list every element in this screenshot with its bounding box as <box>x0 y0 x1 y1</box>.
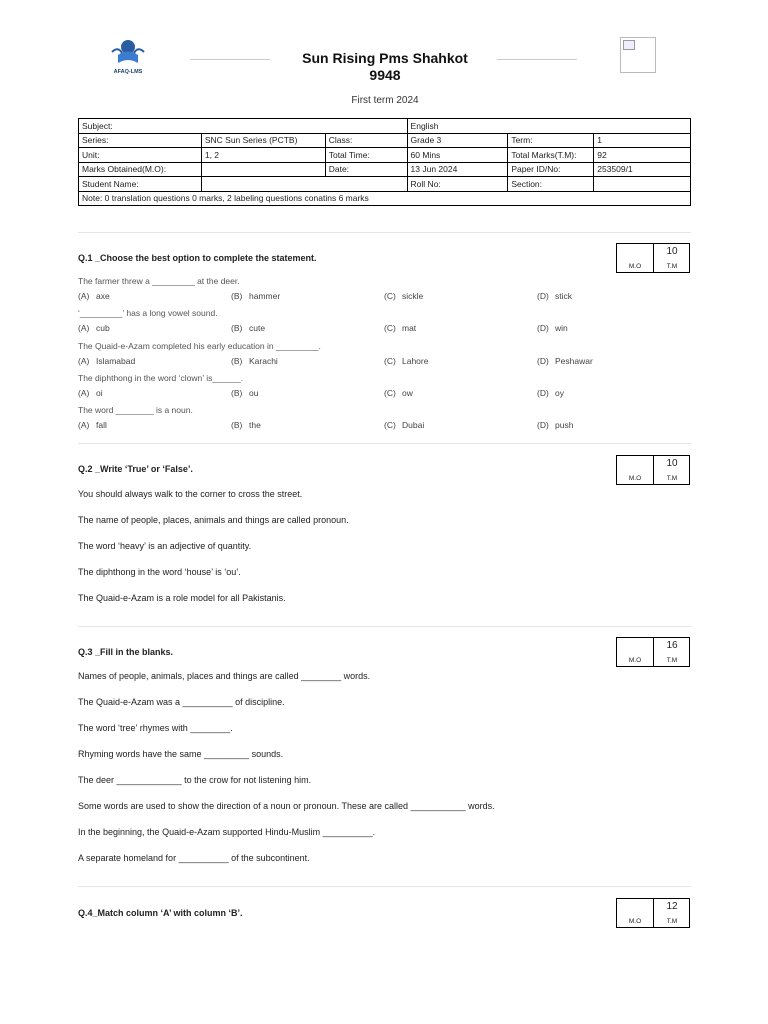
class-value: Grade 3 <box>407 133 508 148</box>
option-text: oy <box>555 388 564 398</box>
option-text: the <box>249 420 261 430</box>
mo-label: M.O <box>628 657 642 664</box>
mcq-stem: The farmer threw a _________ at the deer. <box>78 276 240 286</box>
true-false-statement: The name of people, places, animals and things are called pronoun. <box>78 515 349 525</box>
mcq-option <box>231 356 278 366</box>
section-divider <box>78 886 691 887</box>
fill-blank-statement: In the beginning, the Quaid-e-Azam supported Hindu-Muslim __________. <box>78 827 376 837</box>
table-row <box>79 148 691 163</box>
option-key: (C) <box>384 420 396 430</box>
mcq-option <box>78 420 107 430</box>
q1-heading: Q.1 _Choose the best option to complete the statement. <box>78 253 317 263</box>
paper-id-value: 253509/1 <box>594 162 691 177</box>
mcq-option <box>231 291 280 301</box>
class-label: Class: <box>325 133 407 148</box>
q2-heading: Q.2 _Write ‘True’ or ‘False’. <box>78 464 193 474</box>
student-name-value <box>201 177 407 192</box>
table-row <box>79 191 691 206</box>
q4-marks-box <box>616 898 690 928</box>
option-key: (B) <box>231 356 243 366</box>
tm-label: T.M <box>666 475 678 482</box>
marks-obtained-value <box>201 162 325 177</box>
section-label: Section: <box>508 177 594 192</box>
section-divider <box>78 626 691 627</box>
option-key: (C) <box>384 388 396 398</box>
mcq-stem: The diphthong in the word ‘clown’ is______. <box>78 373 244 383</box>
tm-label: T.M <box>666 657 678 664</box>
option-text: ou <box>249 388 259 398</box>
subject-value: English <box>407 119 690 134</box>
section-value <box>594 177 691 192</box>
mcq-option <box>537 420 573 430</box>
mo-label: M.O <box>628 475 642 482</box>
option-key: (C) <box>384 323 396 333</box>
tm-label: T.M <box>666 263 678 270</box>
school-code: 9948 <box>369 67 401 83</box>
option-key: (D) <box>537 420 549 430</box>
mcq-option <box>384 323 416 333</box>
option-text: ow <box>402 388 413 398</box>
roll-no-label: Roll No: <box>407 177 508 192</box>
mcq-option <box>78 356 135 366</box>
header-rule-left <box>190 59 270 60</box>
fill-blank-statement: Names of people, animals, places and things are called ________ words. <box>78 671 371 681</box>
true-false-statement: The Quaid-e-Azam is a role model for all Pakistanis. <box>78 593 286 603</box>
option-key: (B) <box>231 388 243 398</box>
option-text: axe <box>96 291 110 301</box>
fill-blank-statement: A separate homeland for __________ of the subcontinent. <box>78 853 310 863</box>
option-key: (B) <box>231 291 243 301</box>
option-text: hammer <box>249 291 281 301</box>
option-key: (A) <box>78 323 90 333</box>
header-rule-right <box>497 59 577 60</box>
q3-heading: Q.3 _Fill in the blanks. <box>78 647 174 657</box>
fill-blank-statement: The word ‘tree’ rhymes with ________. <box>78 723 233 733</box>
mcq-option <box>537 388 564 398</box>
unit-value: 1, 2 <box>201 148 325 163</box>
mcq-option <box>537 323 568 333</box>
mcq-option <box>231 420 261 430</box>
option-text: sickle <box>402 291 424 301</box>
mo-label: M.O <box>628 263 642 270</box>
series-label: Series: <box>79 133 202 148</box>
q4-heading: Q.4_Match column ‘A’ with column ‘B’. <box>78 908 243 918</box>
tm-label: T.M <box>666 918 678 925</box>
option-text: cute <box>249 323 266 333</box>
student-name-label: Student Name: <box>79 177 202 192</box>
option-text: stick <box>555 291 572 301</box>
option-key: (A) <box>78 291 90 301</box>
fill-blank-statement: The Quaid-e-Azam was a __________ of discipline. <box>78 697 285 707</box>
total-marks-value: 92 <box>594 148 691 163</box>
total-marks-label: Total Marks(T.M): <box>508 148 594 163</box>
afaq-lms-logo <box>104 36 152 76</box>
subject-label: Subject: <box>79 119 408 134</box>
mcq-stem: The Quaid-e-Azam completed his early education in _________. <box>78 341 321 351</box>
option-text: cub <box>96 323 110 333</box>
mcq-option <box>384 420 424 430</box>
q3-total-marks: 16 <box>666 640 678 651</box>
mcq-option <box>78 323 110 333</box>
mcq-option <box>384 388 413 398</box>
fill-blank-statement: The deer _____________ to the crow for not listening him. <box>78 775 312 785</box>
q2-total-marks: 10 <box>666 458 678 469</box>
true-false-statement: You should always walk to the corner to cross the street. <box>78 489 303 499</box>
option-text: Karachi <box>249 356 278 366</box>
fill-blank-statement: Rhyming words have the same _________ sounds. <box>78 749 284 759</box>
paper-info-table <box>78 118 691 206</box>
option-text: mat <box>402 323 417 333</box>
total-time-value: 60 Mins <box>407 148 508 163</box>
mcq-option <box>78 388 103 398</box>
option-text: oi <box>96 388 103 398</box>
term-title: First term 2024 <box>351 95 419 106</box>
term-label: Term: <box>508 133 594 148</box>
total-time-label: Total Time: <box>325 148 407 163</box>
option-key: (C) <box>384 356 396 366</box>
table-row <box>79 119 691 134</box>
paper-note: Note: 0 translation questions 0 marks, 2 labeling questions conatins 6 marks <box>79 191 691 206</box>
option-text: Lahore <box>402 356 429 366</box>
date-value: 13 Jun 2024 <box>407 162 508 177</box>
option-key: (A) <box>78 356 90 366</box>
table-row <box>79 133 691 148</box>
option-key: (D) <box>537 323 549 333</box>
mcq-option <box>384 356 428 366</box>
true-false-statement: The word ‘heavy’ is an adjective of quantity. <box>78 541 252 551</box>
option-text: Islamabad <box>96 356 136 366</box>
table-row <box>79 177 691 192</box>
unit-label: Unit: <box>79 148 202 163</box>
q3-marks-box <box>616 637 690 667</box>
q1-total-marks: 10 <box>666 246 678 257</box>
mcq-option <box>231 323 265 333</box>
mcq-option <box>537 291 572 301</box>
option-key: (D) <box>537 388 549 398</box>
section-divider <box>78 232 691 233</box>
fill-blank-statement: Some words are used to show the direction of a noun or pronoun. These are called ___________ words. <box>78 801 495 811</box>
section-divider <box>78 443 691 444</box>
table-row <box>79 162 691 177</box>
mcq-option <box>384 291 423 301</box>
option-key: (D) <box>537 356 549 366</box>
q2-marks-box <box>616 455 690 485</box>
option-text: Peshawar <box>555 356 593 366</box>
option-key: (C) <box>384 291 396 301</box>
option-key: (A) <box>78 420 90 430</box>
date-label: Date: <box>325 162 407 177</box>
school-name: Sun Rising Pms Shahkot <box>302 50 468 66</box>
option-key: (B) <box>231 323 243 333</box>
broken-image-icon <box>620 37 656 73</box>
option-text: Dubai <box>402 420 425 430</box>
mcq-stem: ‘_________’ has a long vowel sound. <box>78 308 218 318</box>
option-key: (A) <box>78 388 90 398</box>
page-title <box>280 50 490 84</box>
option-text: fall <box>96 420 107 430</box>
term-value: 1 <box>594 133 691 148</box>
paper-id-label: Paper ID/No: <box>508 162 594 177</box>
mcq-option <box>537 356 593 366</box>
mcq-option <box>78 291 110 301</box>
q4-total-marks: 12 <box>666 901 678 912</box>
mo-label: M.O <box>628 918 642 925</box>
option-text: push <box>555 420 574 430</box>
option-key: (B) <box>231 420 243 430</box>
option-text: win <box>555 323 568 333</box>
logo-text: AFAQ-LMS <box>113 69 143 75</box>
true-false-statement: The diphthong in the word ‘house’ is ‘ou’. <box>78 567 241 577</box>
series-value: SNC Sun Series (PCTB) <box>201 133 325 148</box>
marks-obtained-label: Marks Obtained(M.O): <box>79 162 202 177</box>
mcq-stem: The word ________ is a noun. <box>78 405 193 415</box>
option-key: (D) <box>537 291 549 301</box>
mcq-option <box>231 388 258 398</box>
q1-marks-box <box>616 243 690 273</box>
